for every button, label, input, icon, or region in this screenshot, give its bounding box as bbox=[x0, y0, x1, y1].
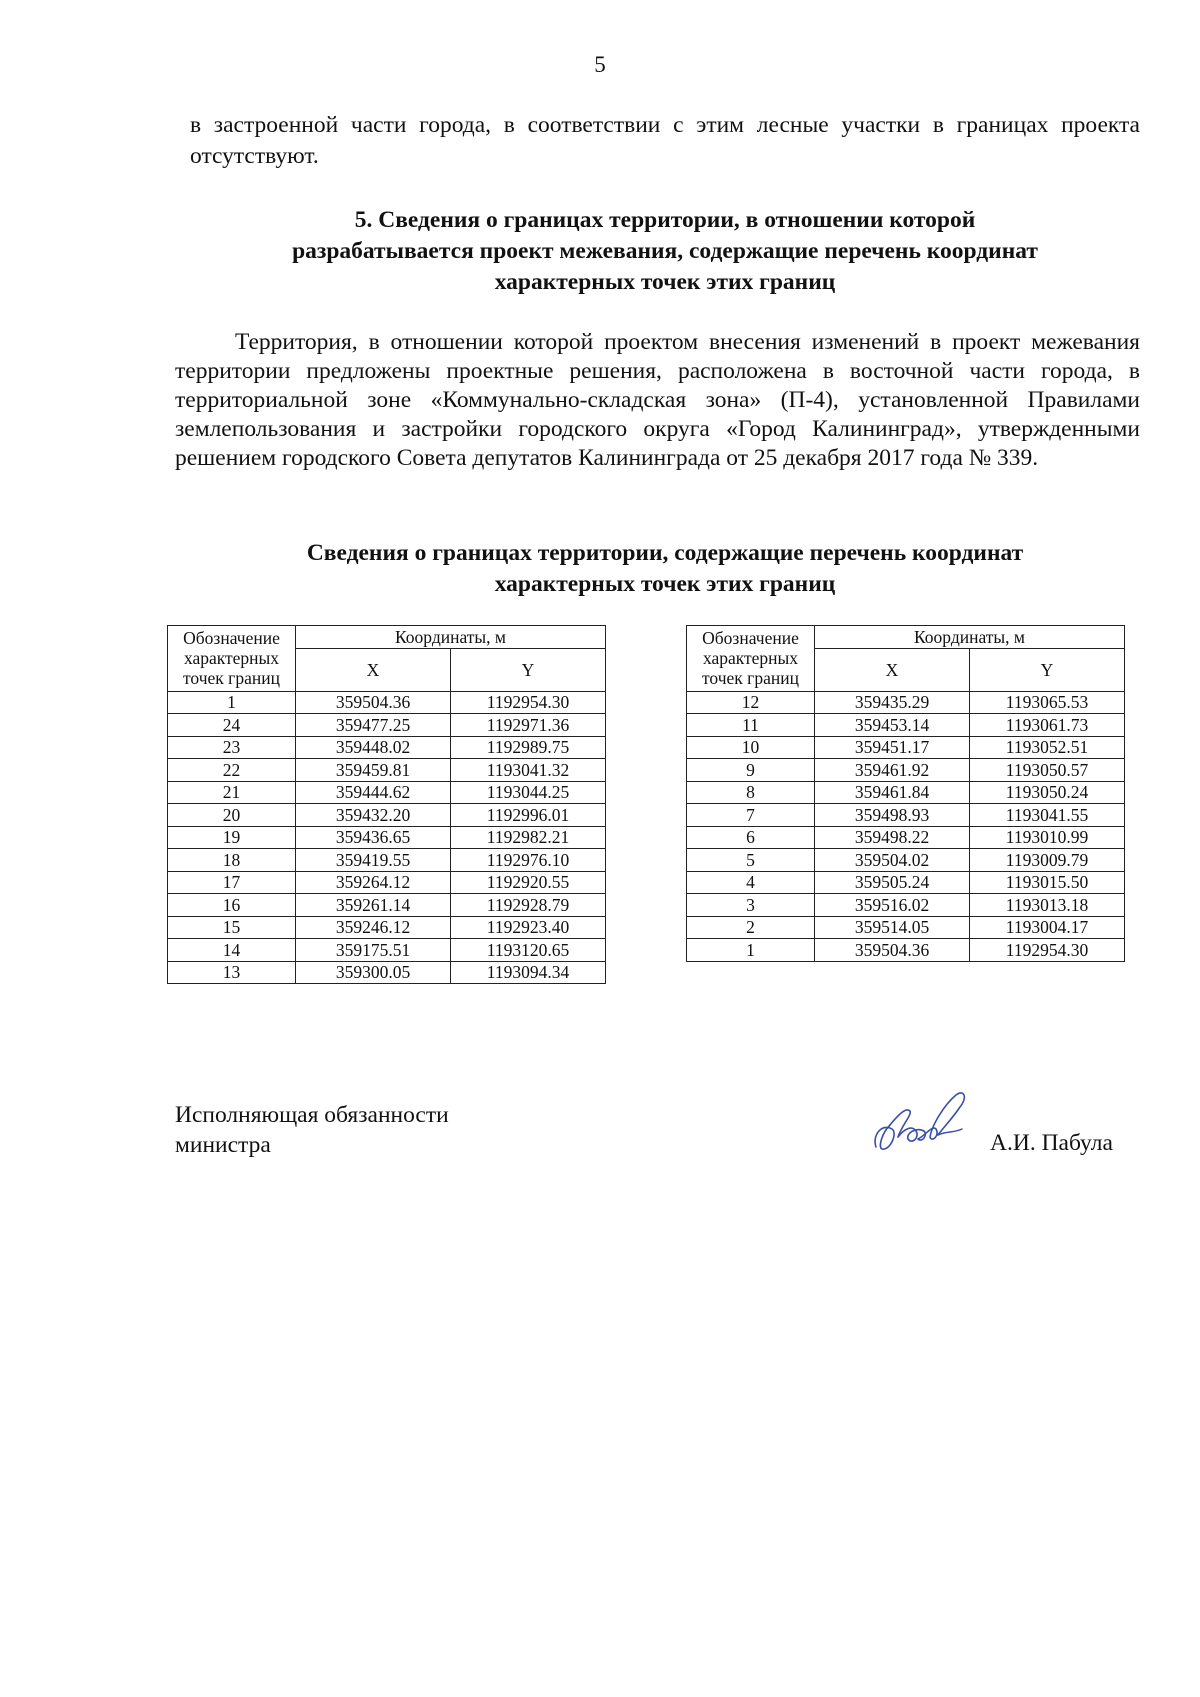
section-heading-line: разрабатывается проект межевания, содержащие перечень координат bbox=[292, 238, 1038, 264]
x-cell: 359498.93 bbox=[815, 804, 970, 827]
table-row bbox=[687, 736, 1125, 759]
y-cell: 1192954.30 bbox=[451, 691, 606, 714]
table-row bbox=[687, 826, 1125, 849]
section-heading-line: характерных точек этих границ bbox=[494, 269, 836, 295]
y-cell: 1193050.57 bbox=[970, 759, 1125, 782]
table-row bbox=[687, 714, 1125, 737]
point-cell: 22 bbox=[168, 759, 296, 782]
header-point-label: Обозначение характерных точек границ bbox=[687, 626, 815, 692]
header-point-label: Обозначение характерных точек границ bbox=[168, 626, 296, 692]
y-cell: 1193041.55 bbox=[970, 804, 1125, 827]
coordinates-table-body bbox=[168, 691, 606, 984]
y-cell: 1192928.79 bbox=[451, 894, 606, 917]
x-cell: 359261.14 bbox=[296, 894, 451, 917]
x-cell: 359504.36 bbox=[296, 691, 451, 714]
x-cell: 359504.02 bbox=[815, 849, 970, 872]
y-cell: 1193013.18 bbox=[970, 894, 1125, 917]
point-cell: 7 bbox=[687, 804, 815, 827]
y-cell: 1193050.24 bbox=[970, 781, 1125, 804]
section-heading bbox=[190, 205, 1140, 298]
point-cell: 6 bbox=[687, 826, 815, 849]
point-cell: 23 bbox=[168, 736, 296, 759]
table-row bbox=[168, 961, 606, 984]
x-cell: 359264.12 bbox=[296, 871, 451, 894]
table-heading-line: Сведения о границах территории, содержащие перечень координат bbox=[306, 540, 1024, 566]
body-paragraph-text: Территория, в отношении которой проектом внесения изменений в проект межевания территории предложены проектные решения, расположена в восточной части города, в территориальной зоне «Коммунально-складская зона» (П-4), установленной Правилами землепользования и застройки городского округа «Город Калининград», утвержденными решением городского Совета депутатов Калининграда от 25 декабря 2017 года № 339. bbox=[175, 329, 1140, 471]
header-y: Y bbox=[451, 648, 606, 691]
y-cell: 1193120.65 bbox=[451, 939, 606, 962]
y-cell: 1193015.50 bbox=[970, 871, 1125, 894]
y-cell: 1193004.17 bbox=[970, 916, 1125, 939]
point-cell: 1 bbox=[687, 939, 815, 962]
point-cell: 5 bbox=[687, 849, 815, 872]
x-cell: 359459.81 bbox=[296, 759, 451, 782]
header-coordinates: Координаты, м bbox=[815, 626, 1125, 649]
point-cell: 3 bbox=[687, 894, 815, 917]
body-paragraph bbox=[175, 328, 1140, 473]
table-row bbox=[168, 736, 606, 759]
point-cell: 4 bbox=[687, 871, 815, 894]
section-heading-line: 5. Сведения о границах территории, в отношении которой bbox=[354, 207, 976, 233]
table-row bbox=[687, 871, 1125, 894]
x-cell: 359498.22 bbox=[815, 826, 970, 849]
table-row bbox=[168, 894, 606, 917]
y-cell: 1193061.73 bbox=[970, 714, 1125, 737]
x-cell: 359448.02 bbox=[296, 736, 451, 759]
table-row bbox=[687, 849, 1125, 872]
point-cell: 8 bbox=[687, 781, 815, 804]
x-cell: 359436.65 bbox=[296, 826, 451, 849]
point-cell: 12 bbox=[687, 691, 815, 714]
x-cell: 359453.14 bbox=[815, 714, 970, 737]
y-cell: 1192982.21 bbox=[451, 826, 606, 849]
x-cell: 359246.12 bbox=[296, 916, 451, 939]
y-cell: 1193065.53 bbox=[970, 691, 1125, 714]
y-cell: 1193041.32 bbox=[451, 759, 606, 782]
x-cell: 359451.17 bbox=[815, 736, 970, 759]
y-cell: 1193094.34 bbox=[451, 961, 606, 984]
point-cell: 20 bbox=[168, 804, 296, 827]
y-cell: 1193009.79 bbox=[970, 849, 1125, 872]
table-row bbox=[168, 781, 606, 804]
y-cell: 1193044.25 bbox=[451, 781, 606, 804]
table-row bbox=[168, 714, 606, 737]
table-row bbox=[687, 939, 1125, 962]
page-number: 5 bbox=[594, 52, 606, 77]
header-x: X bbox=[296, 648, 451, 691]
point-cell: 9 bbox=[687, 759, 815, 782]
y-cell: 1192989.75 bbox=[451, 736, 606, 759]
table-row bbox=[687, 781, 1125, 804]
x-cell: 359175.51 bbox=[296, 939, 451, 962]
table-row bbox=[168, 939, 606, 962]
point-cell: 16 bbox=[168, 894, 296, 917]
coordinates-table-left bbox=[167, 625, 606, 984]
signatory-title bbox=[175, 1100, 449, 1160]
y-cell: 1192996.01 bbox=[451, 804, 606, 827]
y-cell: 1192971.36 bbox=[451, 714, 606, 737]
x-cell: 359461.84 bbox=[815, 781, 970, 804]
header-coordinates: Координаты, м bbox=[296, 626, 606, 649]
y-cell: 1193052.51 bbox=[970, 736, 1125, 759]
point-cell: 10 bbox=[687, 736, 815, 759]
point-cell: 11 bbox=[687, 714, 815, 737]
x-cell: 359505.24 bbox=[815, 871, 970, 894]
table-row bbox=[168, 916, 606, 939]
x-cell: 359300.05 bbox=[296, 961, 451, 984]
table-row bbox=[168, 759, 606, 782]
x-cell: 359444.62 bbox=[296, 781, 451, 804]
y-cell: 1193010.99 bbox=[970, 826, 1125, 849]
header-x: X bbox=[815, 648, 970, 691]
y-cell: 1192954.30 bbox=[970, 939, 1125, 962]
table-row bbox=[687, 759, 1125, 782]
x-cell: 359419.55 bbox=[296, 849, 451, 872]
table-row bbox=[687, 894, 1125, 917]
x-cell: 359516.02 bbox=[815, 894, 970, 917]
table-row bbox=[168, 804, 606, 827]
table-row bbox=[168, 826, 606, 849]
header-y: Y bbox=[970, 648, 1125, 691]
intro-paragraph: в застроенной части города, в соответствии с этим лесные участки в границах проекта отсутствуют. bbox=[190, 112, 1140, 169]
table-row bbox=[687, 691, 1125, 714]
y-cell: 1192923.40 bbox=[451, 916, 606, 939]
signer-name: А.И. Пабула bbox=[990, 1130, 1113, 1156]
x-cell: 359435.29 bbox=[815, 691, 970, 714]
point-cell: 14 bbox=[168, 939, 296, 962]
handwritten-signature bbox=[868, 1085, 980, 1165]
point-cell: 1 bbox=[168, 691, 296, 714]
table-row bbox=[168, 871, 606, 894]
y-cell: 1192976.10 bbox=[451, 849, 606, 872]
x-cell: 359477.25 bbox=[296, 714, 451, 737]
table-row bbox=[687, 804, 1125, 827]
point-cell: 2 bbox=[687, 916, 815, 939]
coordinates-table-right bbox=[686, 625, 1125, 962]
table-row bbox=[168, 691, 606, 714]
point-cell: 19 bbox=[168, 826, 296, 849]
table-row bbox=[168, 849, 606, 872]
point-cell: 18 bbox=[168, 849, 296, 872]
table-row bbox=[687, 916, 1125, 939]
point-cell: 21 bbox=[168, 781, 296, 804]
point-cell: 15 bbox=[168, 916, 296, 939]
x-cell: 359461.92 bbox=[815, 759, 970, 782]
table-heading-line: характерных точек этих границ bbox=[494, 571, 836, 597]
x-cell: 359432.20 bbox=[296, 804, 451, 827]
coordinates-table-body bbox=[687, 691, 1125, 961]
point-cell: 13 bbox=[168, 961, 296, 984]
point-cell: 24 bbox=[168, 714, 296, 737]
x-cell: 359504.36 bbox=[815, 939, 970, 962]
x-cell: 359514.05 bbox=[815, 916, 970, 939]
signatory-title-line: Исполняющая обязанности bbox=[175, 1102, 449, 1128]
point-cell: 17 bbox=[168, 871, 296, 894]
signatory-title-line: министра bbox=[175, 1132, 271, 1158]
table-heading bbox=[190, 538, 1140, 600]
y-cell: 1192920.55 bbox=[451, 871, 606, 894]
